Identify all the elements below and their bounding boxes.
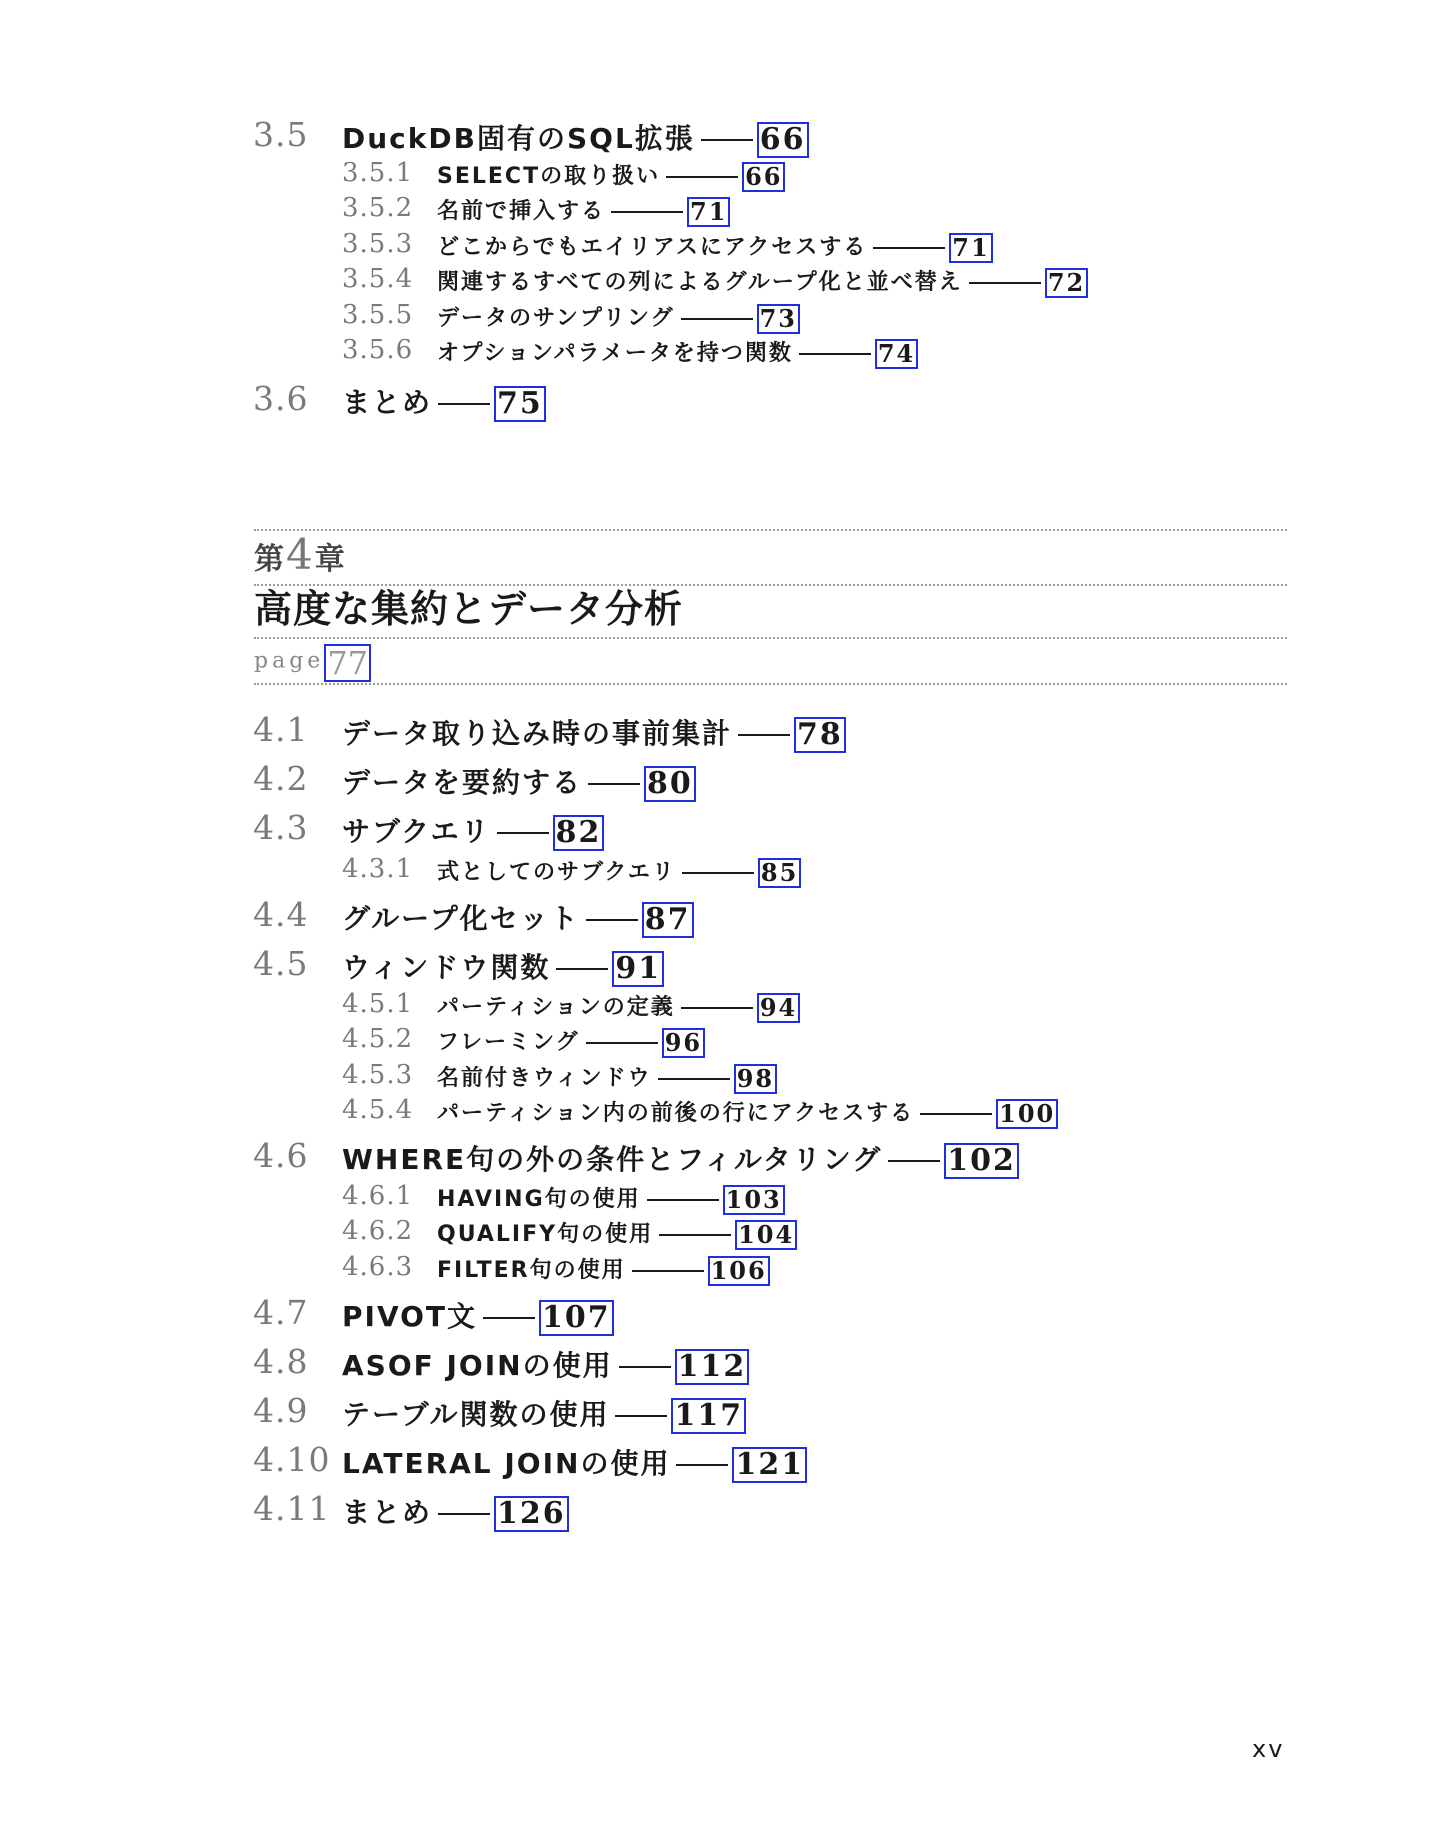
section-title	[342, 1300, 614, 1336]
page-link[interactable]: 73	[757, 304, 800, 334]
page-link[interactable]: 71	[687, 197, 730, 227]
section-title-text: 関連するすべての列によるグループ化と並べ替え	[437, 270, 963, 295]
chapter-number: 4	[286, 530, 313, 579]
leader-line	[438, 1513, 490, 1515]
leader-line	[647, 1199, 719, 1201]
section-title-text: データを要約する	[342, 766, 583, 799]
leader-line	[438, 403, 490, 405]
leader-line	[888, 1160, 940, 1162]
leader-line	[556, 968, 608, 970]
section-title-text: グループ化セット	[342, 902, 580, 935]
section-title-text: ASOF JOINの使用	[342, 1349, 613, 1382]
section-title	[437, 304, 800, 334]
section-title	[342, 766, 696, 802]
leader-line	[799, 353, 871, 355]
page-link[interactable]: 126	[494, 1496, 569, 1532]
page-link[interactable]: 96	[662, 1028, 705, 1058]
section-title	[342, 1496, 569, 1532]
leader-line	[611, 211, 683, 213]
leader-line	[659, 1234, 731, 1236]
leader-line	[619, 1366, 671, 1368]
dotted-rule	[254, 529, 1287, 531]
section-number: 4.8	[253, 1342, 309, 1381]
section-title-text: パーティション内の前後の行にアクセスする	[437, 1101, 915, 1126]
section-title-text: QUALIFY句の使用	[437, 1222, 654, 1247]
section-title-text: HAVING句の使用	[437, 1187, 641, 1212]
section-number: 3.6	[253, 379, 309, 418]
section-number: 4.5.1	[342, 989, 414, 1019]
page-link[interactable]: 75	[494, 386, 546, 422]
section-title	[342, 1349, 749, 1385]
page-link[interactable]: 66	[757, 122, 809, 158]
section-title	[437, 1185, 785, 1215]
section-title-text: データのサンプリング	[437, 306, 675, 331]
section-title-text: LATERAL JOINの使用	[342, 1447, 671, 1480]
leader-line	[615, 1415, 667, 1417]
section-title	[437, 1256, 770, 1286]
section-title	[437, 1028, 705, 1058]
page-link[interactable]: 82	[553, 815, 605, 851]
section-title-text: データ取り込み時の事前集計	[342, 717, 733, 750]
section-title	[437, 858, 801, 888]
page-link[interactable]: 112	[675, 1349, 750, 1385]
leader-line	[632, 1270, 704, 1272]
page-link[interactable]: 107	[539, 1300, 614, 1336]
page-link[interactable]: 103	[723, 1185, 785, 1215]
section-title	[437, 1220, 797, 1250]
section-title-text: まとめ	[342, 1496, 433, 1529]
section-number: 4.4	[253, 895, 309, 934]
section-title-text: ウィンドウ関数	[342, 951, 551, 984]
section-title	[342, 1398, 746, 1434]
section-number: 3.5.2	[342, 193, 414, 223]
leader-line	[666, 176, 738, 178]
page-link[interactable]: 87	[642, 902, 694, 938]
section-title	[437, 339, 918, 369]
leader-line	[920, 1113, 992, 1115]
leader-line	[497, 832, 549, 834]
section-title-text: パーティションの定義	[437, 995, 675, 1020]
leader-line	[681, 1007, 753, 1009]
section-title-text: WHERE句の外の条件とフィルタリング	[342, 1143, 883, 1176]
page-link[interactable]: 98	[734, 1064, 777, 1094]
leader-line	[969, 282, 1041, 284]
section-number: 4.2	[253, 759, 309, 798]
section-title-text: PIVOT文	[342, 1300, 478, 1333]
section-title	[342, 122, 809, 158]
leader-line	[682, 872, 754, 874]
leader-line	[873, 247, 945, 249]
section-title	[437, 162, 785, 192]
chapter-prefix: 第	[254, 542, 284, 577]
page-link[interactable]: 104	[735, 1220, 797, 1250]
page-link[interactable]: 78	[794, 717, 846, 753]
section-title	[437, 197, 730, 227]
section-title	[437, 993, 800, 1023]
section-title	[437, 268, 1088, 298]
chapter-page	[254, 644, 371, 682]
section-title-text: 名前で挿入する	[437, 199, 606, 224]
section-number: 3.5.6	[342, 335, 414, 365]
section-title-text: テーブル関数の使用	[342, 1398, 610, 1431]
section-title	[437, 1064, 777, 1094]
page-link[interactable]: 80	[644, 766, 696, 802]
section-number: 4.5.2	[342, 1024, 414, 1054]
chapter-suffix: 章	[314, 542, 345, 577]
section-number: 4.5	[253, 944, 309, 983]
leader-line	[588, 783, 640, 785]
page-link[interactable]: 94	[757, 993, 800, 1023]
section-title	[342, 386, 546, 422]
section-number: 4.10	[253, 1440, 331, 1479]
section-number: 4.6.2	[342, 1216, 414, 1246]
page-link[interactable]: 77	[324, 644, 371, 682]
section-title-text: まとめ	[342, 386, 433, 419]
dotted-rule	[254, 683, 1287, 685]
leader-line	[681, 318, 753, 320]
section-title-text: SELECTの取り扱い	[437, 164, 661, 189]
section-number: 4.3.1	[342, 854, 414, 884]
section-title	[437, 233, 993, 263]
section-title	[342, 1143, 1019, 1179]
section-title	[437, 1099, 1058, 1129]
section-title-text: どこからでもエイリアスにアクセスする	[437, 235, 868, 260]
section-number: 3.5.4	[342, 264, 414, 294]
section-title-text: FILTER句の使用	[437, 1258, 626, 1283]
leader-line	[586, 919, 638, 921]
page-link[interactable]: 72	[1045, 268, 1088, 298]
section-title	[342, 717, 846, 753]
section-number: 4.5.4	[342, 1095, 414, 1125]
page-link[interactable]: 121	[732, 1447, 807, 1483]
section-number: 3.5.5	[342, 300, 414, 330]
leader-line	[586, 1042, 658, 1044]
leader-line	[676, 1464, 728, 1466]
section-number: 4.3	[253, 808, 309, 847]
section-number: 4.7	[253, 1293, 309, 1332]
section-number: 4.9	[253, 1391, 309, 1430]
section-title-text: 式としてのサブクエリ	[437, 860, 676, 885]
page-label: page	[254, 648, 325, 674]
section-title	[342, 902, 694, 938]
leader-line	[701, 139, 753, 141]
dotted-rule	[254, 637, 1287, 639]
leader-line	[483, 1317, 535, 1319]
section-title	[342, 815, 604, 851]
section-title	[342, 1447, 807, 1483]
page-link[interactable]: 102	[944, 1143, 1019, 1179]
section-number: 3.5	[253, 115, 309, 154]
section-number: 4.5.3	[342, 1060, 414, 1090]
section-number: 4.6.3	[342, 1252, 414, 1282]
section-title-text: フレーミング	[437, 1030, 580, 1055]
page-link[interactable]: 91	[612, 951, 664, 987]
section-number: 4.1	[253, 710, 309, 749]
section-number: 4.6.1	[342, 1181, 414, 1211]
section-title-text: サブクエリ	[342, 815, 491, 848]
page-folio: xv	[1252, 1735, 1285, 1763]
leader-line	[738, 734, 790, 736]
page-link[interactable]: 74	[875, 339, 918, 369]
page-link[interactable]: 106	[708, 1256, 770, 1286]
chapter-title: 高度な集約とデータ分析	[254, 586, 684, 631]
section-title-text: DuckDB固有のSQL拡張	[342, 122, 695, 155]
leader-line	[658, 1078, 730, 1080]
page-link[interactable]: 85	[758, 858, 801, 888]
section-number: 4.11	[253, 1489, 331, 1528]
section-number: 3.5.1	[342, 158, 414, 188]
page-link[interactable]: 66	[742, 162, 785, 192]
page-link[interactable]: 117	[671, 1398, 746, 1434]
page-link[interactable]: 100	[996, 1099, 1058, 1129]
page-link[interactable]: 71	[949, 233, 992, 263]
section-title-text: オプションパラメータを持つ関数	[437, 341, 793, 366]
section-number: 3.5.3	[342, 229, 414, 259]
chapter-label	[254, 530, 345, 579]
section-number: 4.6	[253, 1136, 309, 1175]
section-title	[342, 951, 664, 987]
section-title-text: 名前付きウィンドウ	[437, 1066, 652, 1091]
